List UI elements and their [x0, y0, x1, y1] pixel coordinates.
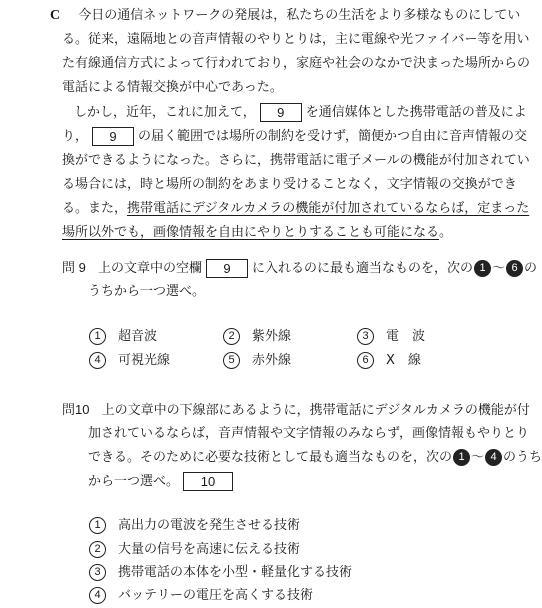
q10-blank: 10: [183, 472, 233, 491]
choice-number-icon: 3: [89, 564, 106, 581]
q9-choice-3[interactable]: 3 電 波: [356, 327, 425, 347]
range-end-circle-icon: 4: [485, 449, 502, 466]
underlined-passage: 携帯電話にデジタルカメラの機能が付加されているならば，定まった: [127, 201, 530, 216]
q10-line-2: 加されているならば，音声情報や文字情報のみならず，画像情報もやりとり: [88, 426, 529, 441]
choice-number-icon: 1: [89, 517, 106, 534]
passage-line-9: る。また，携帯電話にデジタルカメラの機能が付加されているならば，定まった: [62, 201, 530, 216]
q9-choice-5[interactable]: 5 赤外線: [222, 351, 291, 371]
q10-line-3: できる。そのために必要な技術として最も適当なものを，次の 1 〜 4 のうち: [88, 450, 542, 465]
range-end-circle-icon: 6: [506, 260, 523, 277]
q9-choice-4[interactable]: 4 可視光線: [88, 351, 170, 371]
passage-line-5: しかし，近年，これに加えて， 9 を通信媒体とした携帯電話の普及によ: [74, 105, 527, 120]
range-start-circle-icon: 1: [474, 260, 491, 277]
passage-line-2: る。従来，遠隔地との音声情報のやりとりは，主に電線や光ファイバー等を用い: [62, 32, 530, 47]
passage-line-1: C 今日の通信ネットワークの発展は，私たちの生活をより多様なものにしてい: [50, 8, 521, 23]
range-start-circle-icon: 1: [453, 449, 470, 466]
choice-number-icon: 1: [89, 328, 106, 345]
choice-number-icon: 5: [223, 352, 240, 369]
q9-blank: 9: [206, 259, 248, 278]
passage-line-6: り， 9 の届く範囲では場所の制約を受けず，簡便かつ自由に音声情報の交: [62, 129, 527, 144]
q9-label: 問 9: [62, 260, 86, 275]
q10-label: 問10: [62, 402, 90, 417]
underlined-passage-continued: 場所以外でも，画像情報を自由にやりとりすることも可能になる: [62, 225, 440, 240]
q10-choice-1[interactable]: 1 高出力の電波を発生させる技術: [88, 516, 300, 536]
choice-number-icon: 2: [223, 328, 240, 345]
choice-number-icon: 4: [89, 352, 106, 369]
q10-line-1: 問10 上の文章中の下線部にあるように，携帯電話にデジタルカメラの機能が付: [62, 402, 530, 418]
q10-choice-3[interactable]: 3 携帯電話の本体を小型・軽量化する技術: [88, 563, 352, 583]
q10-line-4: から一つ選べ。 10: [88, 472, 237, 492]
passage-line-4: 電話による情報交換が中心であった。: [62, 80, 283, 95]
q9-line-1: 問 9 上の文章中の空欄 9 に入れるのに最も適当なものを，次の 1 〜 6 の: [62, 260, 538, 276]
passage-line-3: た有線通信方式によって行われており，家庭や社会のなかで決まった場所からの: [62, 56, 531, 71]
section-label: C: [50, 8, 61, 23]
passage-line-10: 場所以外でも，画像情報を自由にやりとりすることも可能になる。: [62, 225, 453, 240]
q10-choice-4[interactable]: 4 バッテリーの電圧を高くする技術: [88, 586, 313, 606]
q9-choice-1[interactable]: 1 超音波: [88, 327, 157, 347]
choice-number-icon: 2: [89, 541, 106, 558]
passage-line-8: る場合には，時と場所の制約をあまり受けることなく，文字情報の交換ができ: [62, 177, 517, 192]
q9-choice-2[interactable]: 2 紫外線: [222, 327, 291, 347]
answer-blank-9: 9: [260, 103, 302, 122]
passage-line-7: 換ができるようになった。さらに，携帯電話に電子メールの機能が付加されてい: [62, 153, 530, 168]
choice-number-icon: 4: [89, 587, 106, 604]
q9-line-2: うちから一つ選べ。: [88, 284, 206, 299]
q9-choice-6[interactable]: 6 X 線: [356, 351, 421, 371]
choice-number-icon: 6: [357, 352, 374, 369]
q10-choice-2[interactable]: 2 大量の信号を高速に伝える技術: [88, 540, 300, 560]
choice-number-icon: 3: [357, 328, 374, 345]
answer-blank-9-repeat: 9: [92, 127, 134, 146]
